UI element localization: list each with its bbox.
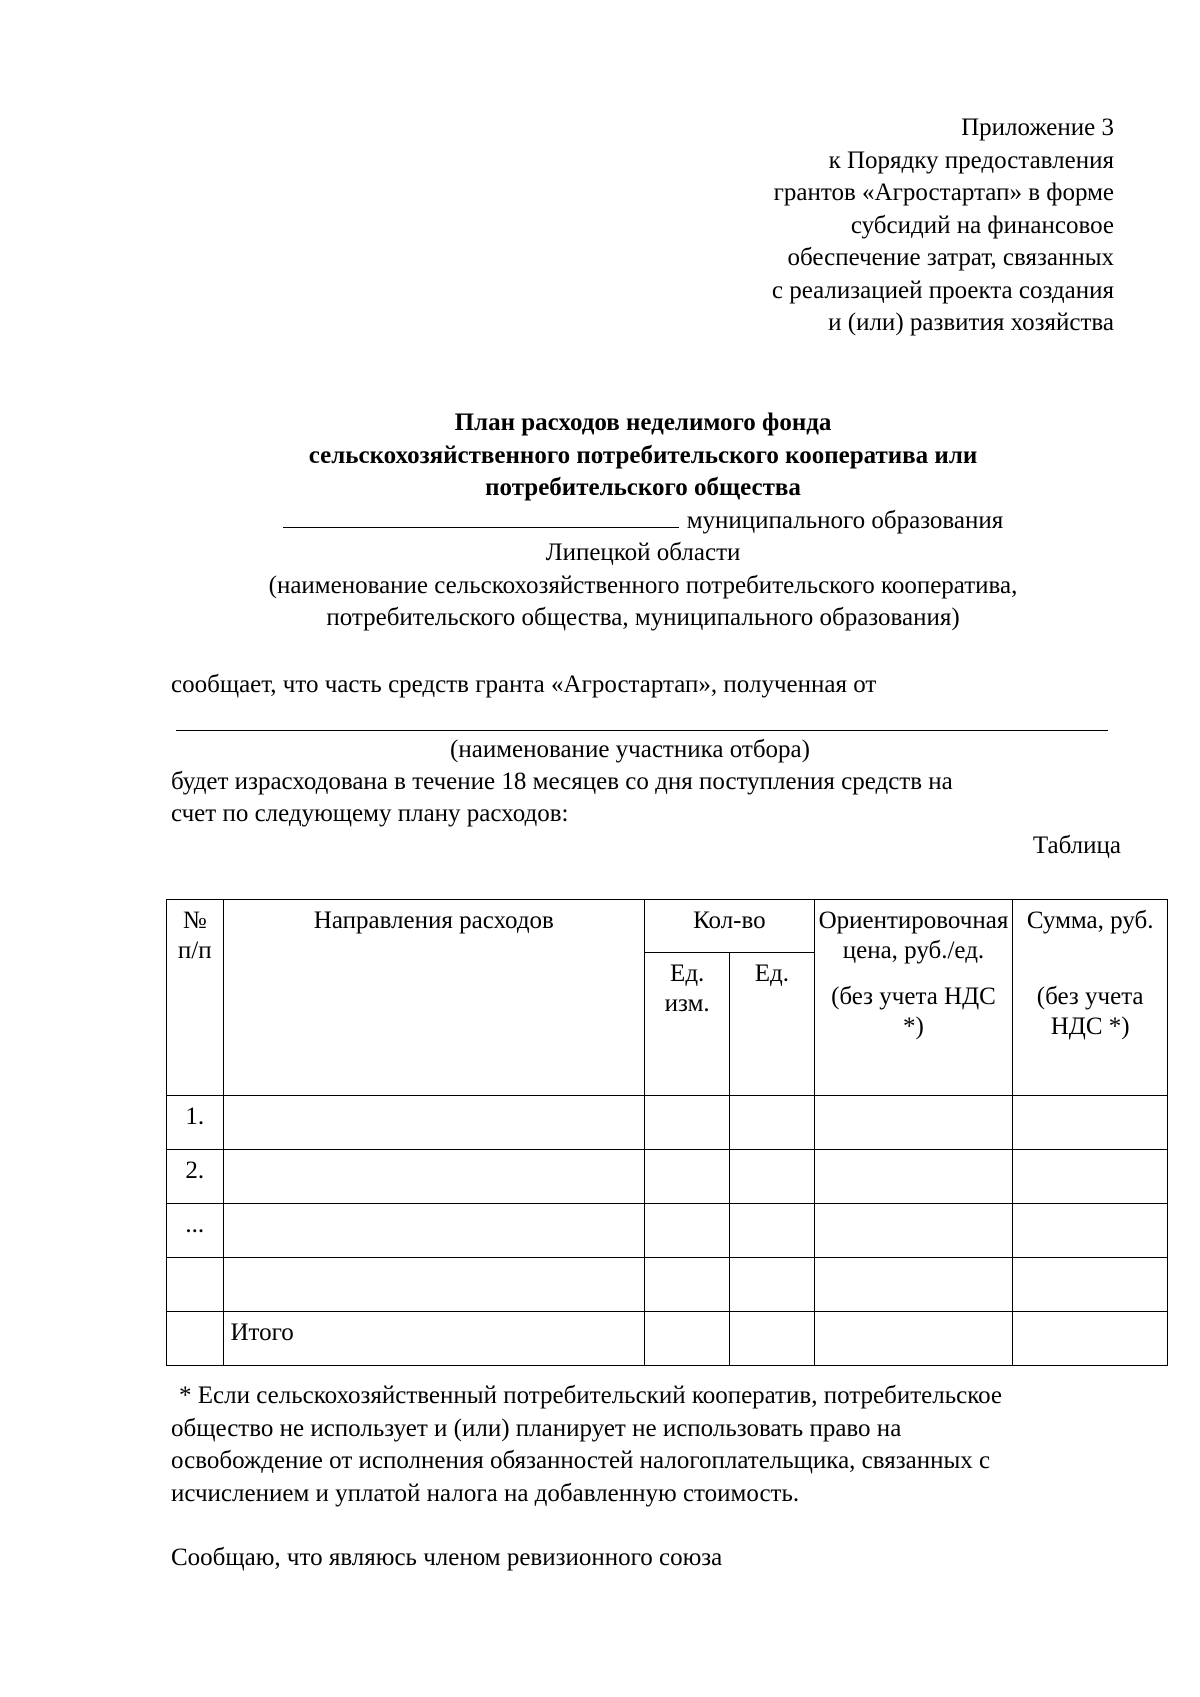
header-price-note: (без учета НДС *) xyxy=(831,983,996,1040)
header-num: № п/п xyxy=(167,900,224,1096)
footnote-line: * Если сельскохозяйственный потребительский кооператив, потребительское xyxy=(179,1382,1002,1409)
cell-unit[interactable] xyxy=(645,1312,730,1366)
footnote-line: освобождение от исполнения обязанностей налогоплательщика, связанных с xyxy=(171,1447,991,1474)
header-unit: Ед. изм. xyxy=(645,953,730,1096)
spent-line: счет по следующему плану расходов: xyxy=(171,800,569,827)
appendix-line: субсидий на финансовое xyxy=(850,211,1114,239)
cell-price[interactable] xyxy=(814,1312,1013,1366)
table-row xyxy=(167,1204,1168,1258)
header-sum-note: (без учета НДС *) xyxy=(1036,983,1144,1040)
cell-num xyxy=(167,1312,224,1366)
table-total-row xyxy=(167,1312,1168,1366)
cell-price[interactable] xyxy=(814,1204,1013,1258)
cell-sum[interactable] xyxy=(1013,1204,1168,1258)
table-header-row xyxy=(167,900,1168,953)
table-row xyxy=(167,1150,1168,1204)
expense-plan-table xyxy=(166,899,1168,1366)
table-row xyxy=(167,1096,1168,1150)
participant-caption: (наименование участника отбора) xyxy=(450,736,810,763)
cell-unit[interactable] xyxy=(645,1096,730,1150)
cell-units[interactable] xyxy=(730,1312,814,1366)
header-units: Ед. xyxy=(730,953,814,1096)
cell-total-label: Итого xyxy=(223,1312,645,1366)
cell-sum[interactable] xyxy=(1013,1096,1168,1150)
cooperative-name-blank[interactable] xyxy=(283,505,679,528)
cell-num: ... xyxy=(167,1204,224,1258)
cell-sum[interactable] xyxy=(1013,1258,1168,1312)
cell-direction[interactable] xyxy=(223,1258,645,1312)
document-title-block xyxy=(165,407,1121,635)
cell-direction[interactable] xyxy=(223,1150,645,1204)
participant-name-blank[interactable] xyxy=(176,729,1108,731)
cell-num xyxy=(167,1258,224,1312)
reports-line: сообщает, что часть средств гранта «Агростартап», полученная от xyxy=(171,671,877,698)
cell-price[interactable] xyxy=(814,1150,1013,1204)
header-sum-label: Сумма, руб. xyxy=(1026,907,1154,934)
cell-sum[interactable] xyxy=(1013,1150,1168,1204)
header-price xyxy=(814,900,1013,1096)
cell-num: 1. xyxy=(167,1096,224,1150)
header-direction: Направления расходов xyxy=(223,900,645,1096)
cell-direction[interactable] xyxy=(223,1096,645,1150)
appendix-line: обеспечение затрат, связанных xyxy=(787,244,1114,271)
cell-units[interactable] xyxy=(730,1258,814,1312)
appendix-line: к Порядку предоставления xyxy=(828,146,1114,174)
header-sum xyxy=(1013,900,1168,1096)
appendix-line: Приложение 3 xyxy=(961,114,1114,141)
cell-unit[interactable] xyxy=(645,1258,730,1312)
cell-sum[interactable] xyxy=(1013,1312,1168,1366)
footnote-line: исчислением и уплатой налога на добавленную стоимость. xyxy=(171,1479,800,1507)
table-row xyxy=(167,1258,1168,1312)
footnote-line: общество не использует и (или) планирует не использовать право на xyxy=(171,1414,902,1442)
title-line: потребительского общества xyxy=(485,474,801,501)
name-caption: (наименование сельскохозяйственного потребительского кооператива, xyxy=(268,571,1018,599)
region-line: Липецкой области xyxy=(545,539,741,566)
name-caption: потребительского общества, муниципального образования) xyxy=(326,604,960,631)
cell-units[interactable] xyxy=(730,1204,814,1258)
cell-units[interactable] xyxy=(730,1096,814,1150)
cell-price[interactable] xyxy=(814,1258,1013,1312)
municipal-line xyxy=(165,505,1121,538)
cell-unit[interactable] xyxy=(645,1204,730,1258)
audit-union-statement: Сообщаю, что являюсь членом ревизионного союза xyxy=(171,1544,723,1571)
title-line: сельскохозяйственного потребительского кооператива или xyxy=(308,441,978,469)
cell-num: 2. xyxy=(167,1150,224,1204)
appendix-line: грантов «Агростартап» в форме xyxy=(773,179,1114,206)
title-line: План расходов неделимого фонда xyxy=(454,409,832,436)
appendix-line: и (или) развития хозяйства xyxy=(828,309,1114,336)
spent-line: будет израсходована в течение 18 месяцев со дня поступления средств на xyxy=(171,768,953,795)
appendix-line: с реализацией проекта создания xyxy=(771,276,1114,304)
table-label: Таблица xyxy=(1032,832,1121,859)
cell-direction[interactable] xyxy=(223,1204,645,1258)
cell-price[interactable] xyxy=(814,1096,1013,1150)
appendix-header xyxy=(594,112,1114,340)
cell-units[interactable] xyxy=(730,1150,814,1204)
header-quantity: Кол-во xyxy=(645,900,814,953)
vat-footnote xyxy=(171,1380,1121,1510)
municipal-suffix: муниципального образования xyxy=(686,506,1004,534)
cell-unit[interactable] xyxy=(645,1150,730,1204)
header-price-label: Ориентировочная цена, руб./ед. xyxy=(818,907,1009,964)
